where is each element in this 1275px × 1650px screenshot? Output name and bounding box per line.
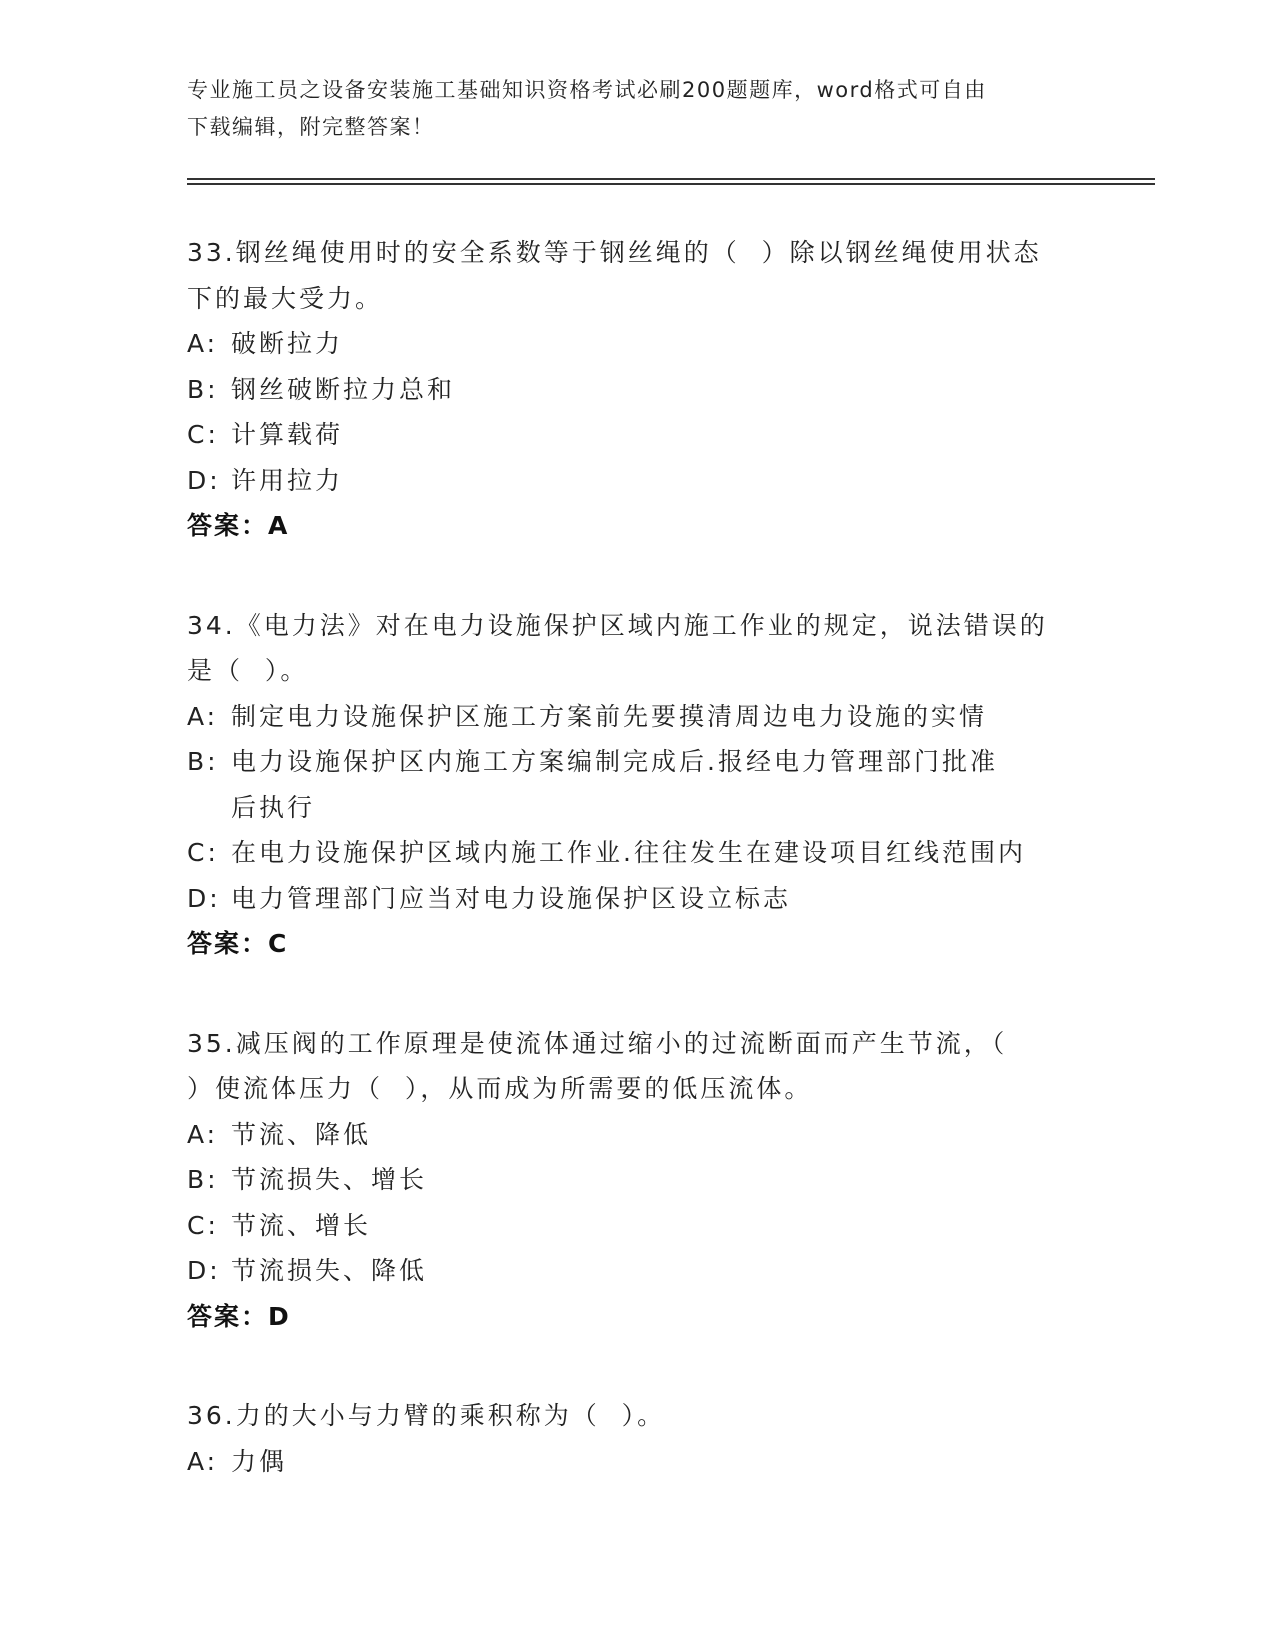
- option-b: [187, 739, 1087, 830]
- option-text: 计算载荷: [231, 420, 344, 449]
- option-a: [187, 1439, 1087, 1485]
- question-stem-line: 36.力的大小与力臂的乘积称为（ ）。: [187, 1401, 666, 1430]
- option-letter: D:: [187, 883, 221, 913]
- answer-line: 答案：A: [187, 511, 290, 540]
- question-stem-line: 是（ ）。: [187, 656, 309, 685]
- option-letter: C:: [187, 1210, 219, 1240]
- option-letter: B:: [187, 1165, 219, 1194]
- option-letter: D:: [187, 1256, 221, 1285]
- answer-line: 答案：D: [187, 1301, 291, 1331]
- question-35: [187, 1021, 1087, 1340]
- question-stem-line: 下的最大受力。: [187, 283, 384, 313]
- option-a: [187, 321, 1087, 367]
- question-list: [187, 230, 1087, 1538]
- option-a: [187, 1112, 1087, 1158]
- header-line-2: 下载编辑，附完整答案！: [187, 115, 435, 139]
- question-stem-line: 33.钢丝绳使用时的安全系数等于钢丝绳的（ ）除以钢丝绳使用状态: [187, 238, 1042, 267]
- option-text: 节流、降低: [231, 1119, 372, 1149]
- option-letter: B:: [187, 374, 219, 404]
- option-letter: A:: [187, 701, 219, 731]
- question-36: [187, 1393, 1087, 1484]
- option-c: [187, 412, 1087, 458]
- header-divider-bottom: [187, 183, 1155, 185]
- option-d: [187, 458, 1087, 504]
- option-text: 节流损失、降低: [231, 1256, 428, 1285]
- option-text: 钢丝破断拉力总和: [231, 374, 456, 404]
- question-stem-line: 34.《电力法》对在电力设施保护区域内施工作业的规定，说法错误的: [187, 610, 1048, 640]
- question-34: [187, 603, 1087, 967]
- option-d: [187, 1248, 1087, 1294]
- option-letter: B:: [187, 747, 219, 776]
- document-header: [187, 72, 1087, 146]
- header-divider-top: [187, 178, 1155, 180]
- option-letter: C:: [187, 838, 219, 867]
- option-text: 在电力设施保护区域内施工作业.往往发生在建设项目红线范围内: [231, 838, 1026, 867]
- option-letter: D:: [187, 465, 221, 495]
- option-b: [187, 1157, 1087, 1203]
- option-c: [187, 1203, 1087, 1249]
- option-text: 许用拉力: [231, 465, 344, 495]
- option-c: [187, 830, 1087, 876]
- option-letter: A:: [187, 1119, 219, 1149]
- option-a: [187, 694, 1087, 740]
- option-text: 制定电力设施保护区施工方案前先要摸清周边电力设施的实情: [231, 701, 988, 731]
- option-text: 节流损失、增长: [231, 1165, 428, 1194]
- question-stem-line: ）使流体压力（ ），从而成为所需要的低压流体。: [187, 1074, 813, 1103]
- question-stem-line: 35.减压阀的工作原理是使流体通过缩小的过流断面而产生节流，（: [187, 1028, 1008, 1058]
- header-line-1: 专业施工员之设备安装施工基础知识资格考试必刷200题题库，word格式可自由: [187, 78, 987, 102]
- answer-line: 答案：C: [187, 929, 289, 958]
- option-text: 节流、增长: [231, 1210, 372, 1240]
- question-33: [187, 230, 1087, 549]
- option-letter: A:: [187, 1446, 219, 1476]
- option-b: [187, 367, 1087, 413]
- option-text: 破断拉力: [231, 329, 344, 358]
- option-letter: A:: [187, 329, 219, 358]
- option-letter: C:: [187, 420, 219, 449]
- option-text: 电力设施保护区内施工方案编制完成后.报经电力管理部门批准后执行: [231, 747, 998, 822]
- option-text: 力偶: [231, 1446, 288, 1476]
- option-d: [187, 876, 1087, 922]
- option-text: 电力管理部门应当对电力设施保护区设立标志: [231, 883, 792, 913]
